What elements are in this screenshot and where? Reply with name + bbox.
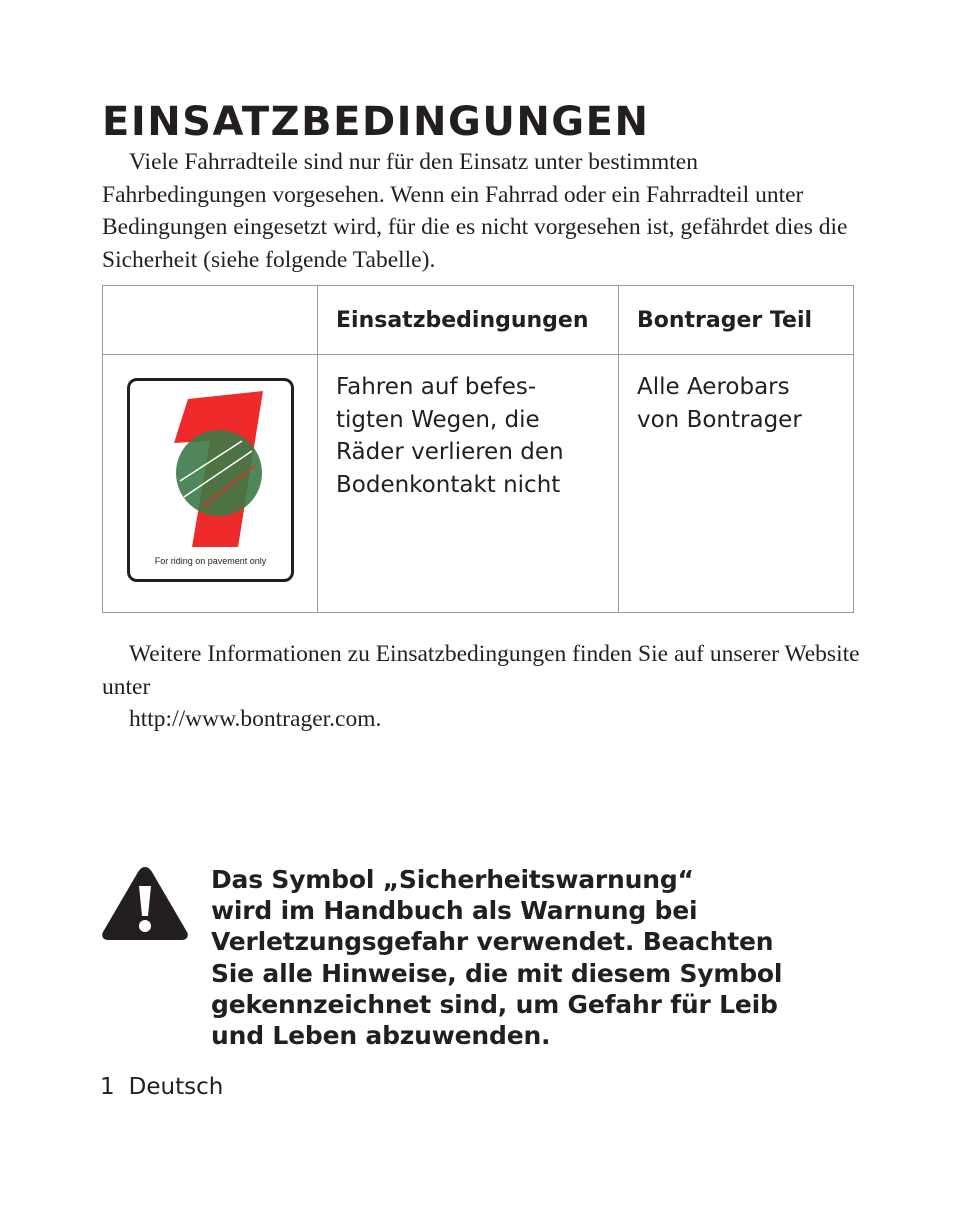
warning-line: wird im Handbuch als Warnung bei (211, 896, 698, 926)
condition-1-pavement-icon (127, 378, 294, 582)
condition-line: Fahren auf befes- (336, 374, 537, 400)
condition-sign-graphic (130, 381, 291, 579)
condition-line: Räder verlieren den (336, 439, 564, 465)
page-title: EINSATZBEDINGUNGEN (102, 99, 650, 145)
page-footer (100, 1074, 223, 1100)
intro-paragraph: Viele Fahrradteile sind nur für den Einsatz unter bestimmten Fahrbedingungen vorgesehen. Wenn ein Fahrrad oder ein Fahrradteil unter Bedingungen eingesetzt wird, für die es nicht vorgesehen ist, gefährdet dies die Sicherheit (siehe folgende Tabelle). (102, 149, 848, 273)
condition-line: Bodenkontakt nicht (336, 471, 561, 498)
part-cell (619, 355, 854, 613)
header-cell-part: Bontrager Teil (619, 286, 854, 355)
warning-line: und Leben abzuwenden. (211, 1021, 551, 1051)
icon-cell (103, 355, 318, 613)
condition-cell (318, 355, 619, 613)
header-cell-conditions: Einsatzbedingungen (318, 286, 619, 355)
part-line: Alle Aerobars (637, 374, 790, 400)
warning-line: Sie alle Hinweise, die mit diesem Symbol (211, 958, 783, 988)
more-info-text: Weitere Informationen zu Einsatzbedingungen finden Sie auf unserer Website unter (102, 641, 860, 700)
sign-caption: For riding on pavement only (154, 556, 267, 566)
warning-line: Verletzungsgefahr verwendet. Beachten (211, 927, 774, 957)
table-row (103, 355, 854, 613)
warning-line: gekennzeichnet sind, um Gefahr für Leib (211, 989, 778, 1019)
condition-line: tigten Wegen, die (336, 406, 540, 433)
table-header-row (103, 286, 854, 355)
conditions-table (102, 285, 854, 613)
safety-warning-text (211, 864, 851, 1051)
header-cell-icon (103, 286, 318, 355)
more-info-paragraph (102, 638, 862, 703)
part-line: von Bontrager (637, 406, 802, 433)
footer-language: Deutsch (128, 1074, 224, 1100)
warning-triangle-icon (100, 864, 190, 942)
website-url: http://www.bontrager.com. (129, 706, 382, 732)
page-number: 1 (100, 1074, 115, 1100)
warning-line: Das Symbol „Sicherheitswarnung“ (211, 865, 694, 894)
